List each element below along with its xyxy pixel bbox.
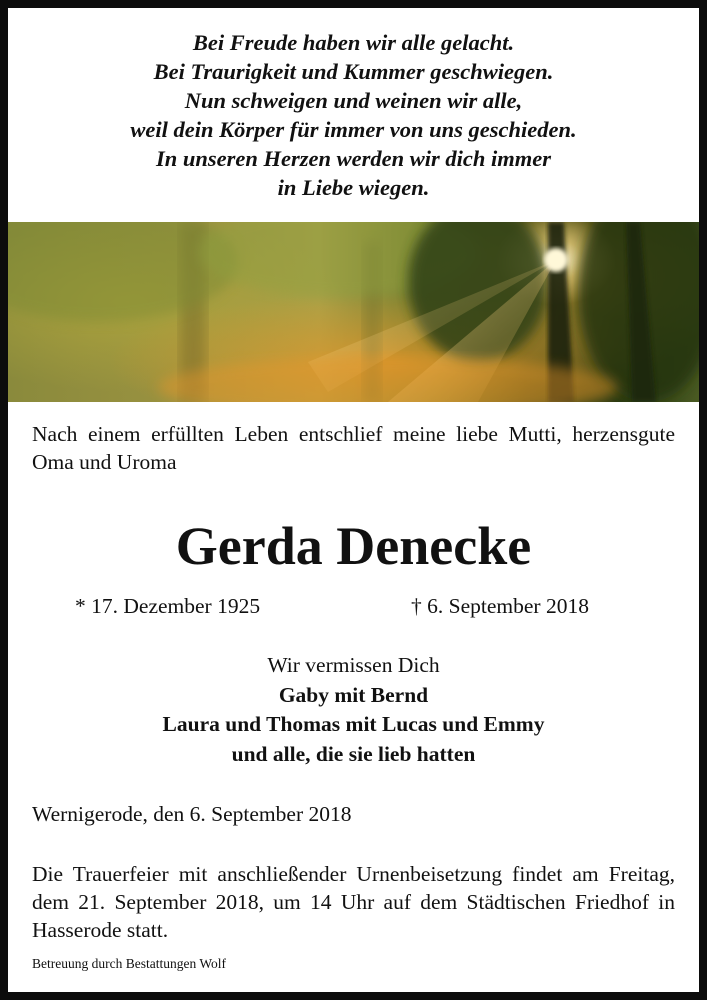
deceased-name: Gerda Denecke	[175, 516, 532, 576]
mourners-lead: Wir vermissen Dich	[267, 653, 440, 677]
funeral-home-credit: Betreuung durch Bestattungen Wolf	[32, 956, 226, 971]
poem-line: Nun schweigen und weinen wir alle,	[184, 88, 523, 113]
death-date: † 6. September 2018	[411, 594, 589, 618]
poem-line: In unseren Herzen werden wir dich immer	[155, 146, 552, 171]
mourners-block	[8, 651, 699, 769]
poem-line: weil dein Körper für immer von uns geschieden.	[130, 117, 577, 142]
mourner-name: Laura und Thomas mit Lucas und Emmy	[162, 712, 545, 736]
intro-text: Nach einem erfüllten Leben entschlief meine liebe Mutti, herzensgute Oma und Uroma	[32, 422, 675, 474]
mourner-name: und alle, die sie lieb hatten	[231, 741, 476, 766]
funeral-notice: Die Trauerfeier mit anschließender Urnenbeisetzung findet am Freitag, dem 21. September 2018, um 14 Uhr auf dem Städtischen Friedhof in Hasserode statt.	[32, 862, 675, 942]
mourner-name: Gaby mit Bernd	[278, 682, 429, 707]
place-and-date: Wernigerode, den 6. September 2018	[32, 802, 352, 826]
birth-date: * 17. Dezember 1925	[75, 594, 261, 618]
sunlit-forest-photo	[8, 222, 699, 402]
forest-trees-graphic	[8, 222, 699, 402]
poem-line: Bei Freude haben wir alle gelacht.	[192, 30, 515, 55]
poem-line: Bei Traurigkeit und Kummer geschwiegen.	[153, 59, 554, 84]
memorial-poem	[8, 28, 699, 202]
poem-line: in Liebe wiegen.	[277, 175, 430, 200]
